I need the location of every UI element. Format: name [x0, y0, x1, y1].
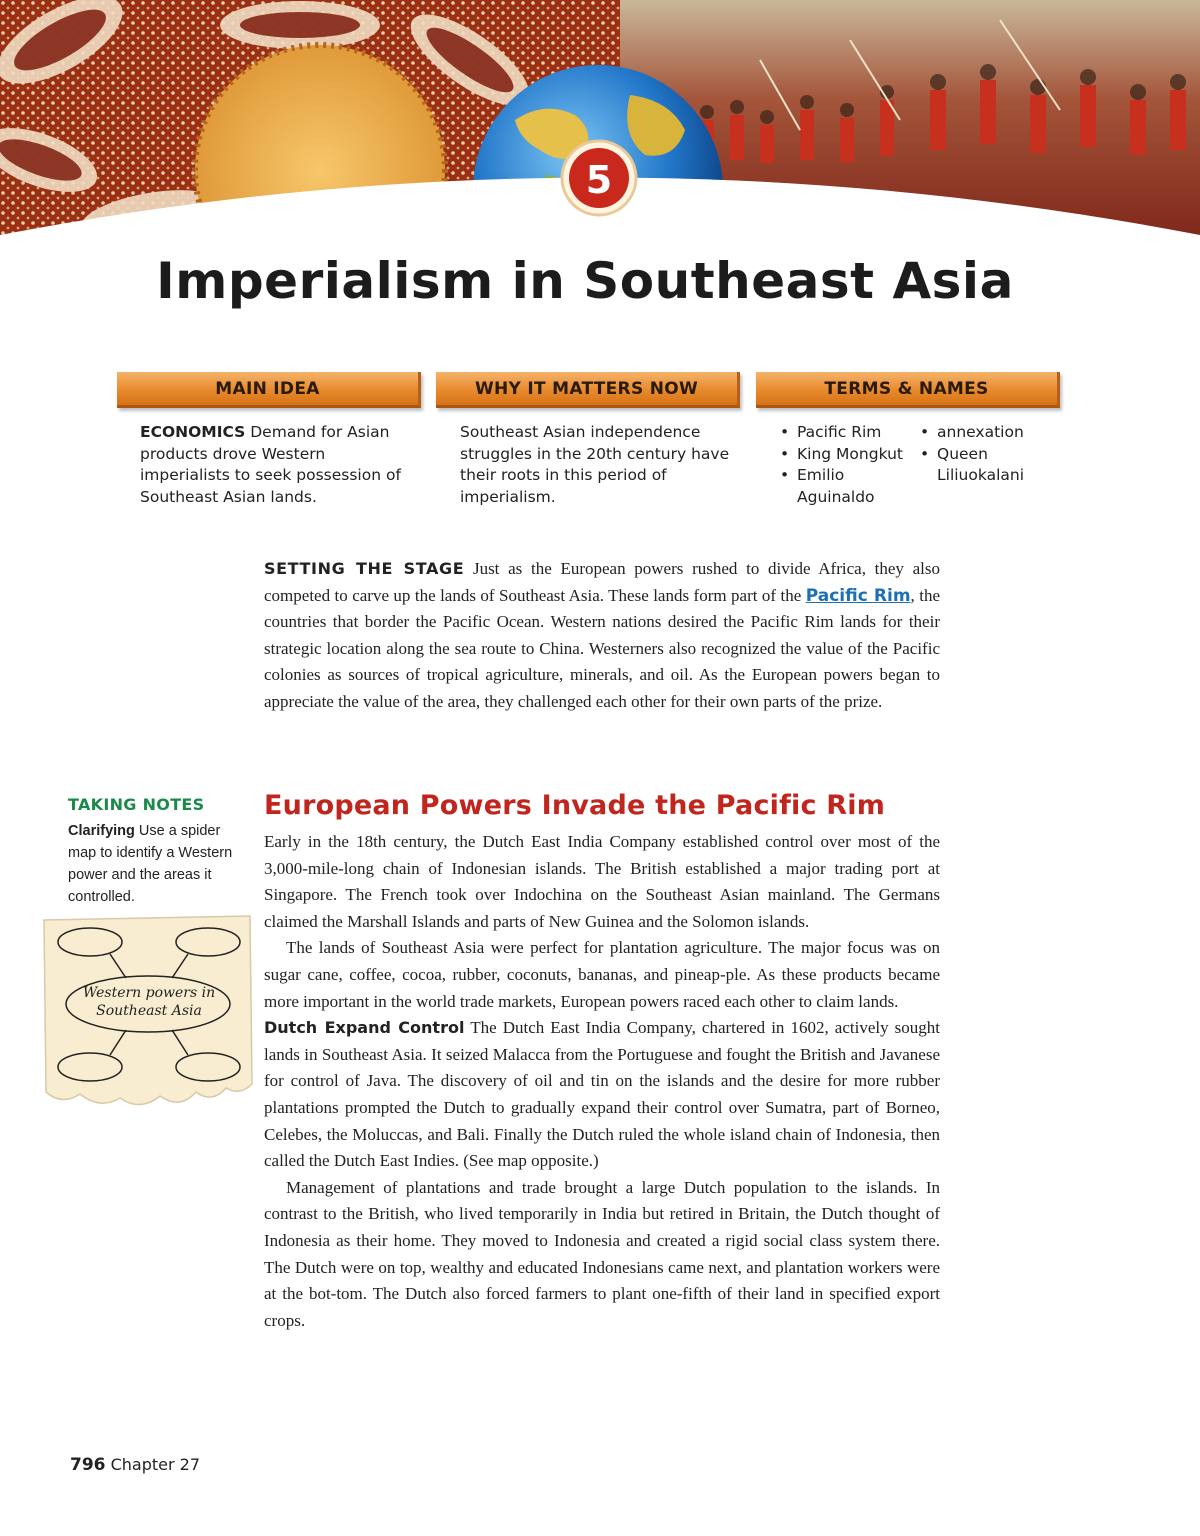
banner-illustration — [0, 0, 1200, 250]
subsection-heading: Dutch Expand Control — [264, 1018, 465, 1038]
body-paragraph-dutch — [264, 1015, 940, 1175]
taking-notes-instruction: Use a spider map to identify a Western power and the areas it controlled. — [68, 823, 233, 905]
section-body — [264, 829, 940, 1334]
terms-list-column-2 — [917, 422, 1057, 487]
chapter-number: 5 — [585, 158, 613, 202]
term-item: • King Mongkut — [777, 444, 917, 466]
setting-the-stage-text: Just as the European powers rushed to divide Africa, they also competed to carve up the lands of Southeast Asia. These lands form part of the — [264, 559, 940, 605]
section-heading: European Powers Invade the Pacific Rim — [264, 790, 886, 821]
terms-list-column-1 — [777, 422, 917, 508]
chapter-banner — [0, 0, 1200, 250]
main-idea-body: Demand for Asian products drove Western imperialists to seek possession of Southeast Asian lands. — [140, 423, 401, 506]
body-paragraph: Early in the 18th century, the Dutch East India Company established control over most of the 3,000-mile-long chain of Indonesian islands. The British established a major trading port at Singapore. The French took over Indochina on the Southeast Asian mainland. The Germans claimed the Marshall Islands and parts of New Guinea and the Solomon islands. — [264, 832, 940, 931]
term-item: • Pacific Rim — [777, 422, 917, 444]
taking-notes-skill: Clarifying — [68, 823, 135, 839]
why-it-matters-text: Southeast Asian independence struggles in the 20th century have their roots in this period of imperialism. — [460, 423, 730, 506]
main-idea-heading: MAIN IDEA — [117, 372, 421, 408]
page-footer — [70, 1455, 200, 1475]
term-item: • annexation — [917, 422, 1057, 444]
body-paragraph-text: The Dutch East India Company, chartered in 1602, actively sought lands in Southeast Asia. It seized Malacca from the Portuguese and fought the British and Javanese for control of Java. The discovery of oil and tin on the islands and the desire for more rubber plantations prompted the Dutch to gradually expand their control over Sumatra, part of Borneo, Celebes, the Moluccas, and Bali. Finally the Dutch ruled the whole island chain of Indonesia, then called the Dutch East Indies. (See map opposite.) — [264, 1018, 940, 1171]
main-idea-text — [140, 422, 410, 508]
term-item: • Queen Liliuokalani — [917, 444, 1057, 487]
main-idea-label: ECONOMICS — [140, 423, 246, 441]
spider-map — [40, 914, 254, 1116]
term-item: • Emilio Aguinaldo — [777, 465, 917, 508]
pacific-rim-term-link[interactable]: Pacific Rim — [805, 585, 911, 606]
why-it-matters-heading: WHY IT MATTERS NOW — [436, 372, 740, 408]
lesson-title: Imperialism in Southeast Asia — [156, 252, 1014, 310]
setting-the-stage-text-continued: , the countries that border the Pacific Ocean. Western nations desired the Pacific Rim lands for their strategic location along the sea route to China. Westerners also recognized the value of the Pacific colonies as sources of tropical agriculture, minerals, and oil. As the European powers began to appreciate the value of the area, they challenged each other for their own parts of the prize. — [264, 585, 941, 711]
body-paragraph: The lands of Southeast Asia were perfect for plantation agriculture. The major focus was on sugar cane, coffee, cocoa, rubber, coconuts, bananas, and pineap-ple. As these products became more important in the world trade markets, European powers raced each other to claim lands. — [264, 938, 940, 1011]
chapter-label: Chapter 27 — [110, 1455, 201, 1474]
spider-map-center-label: Western powers in Southeast Asia — [82, 985, 216, 1019]
terms-names-heading: TERMS & NAMES — [756, 372, 1060, 408]
body-paragraph: Management of plantations and trade brought a large Dutch population to the islands. In contrast to the British, who lived temporarily in India but retired in Britain, the Dutch thought of Indonesia as their home. They moved to Indonesia and created a rigid social class system there. The Dutch were on top, wealthy and educated Indonesians came next, and plantation workers were at the bot-tom. The Dutch also forced farmers to plant one-fifth of their land in specified export crops. — [264, 1177, 940, 1330]
taking-notes-text — [68, 820, 248, 908]
setting-the-stage — [264, 556, 940, 716]
page-number: 796 — [70, 1455, 106, 1475]
setting-the-stage-lead: SETTING THE STAGE — [264, 559, 465, 578]
taking-notes-heading: TAKING NOTES — [68, 795, 205, 814]
